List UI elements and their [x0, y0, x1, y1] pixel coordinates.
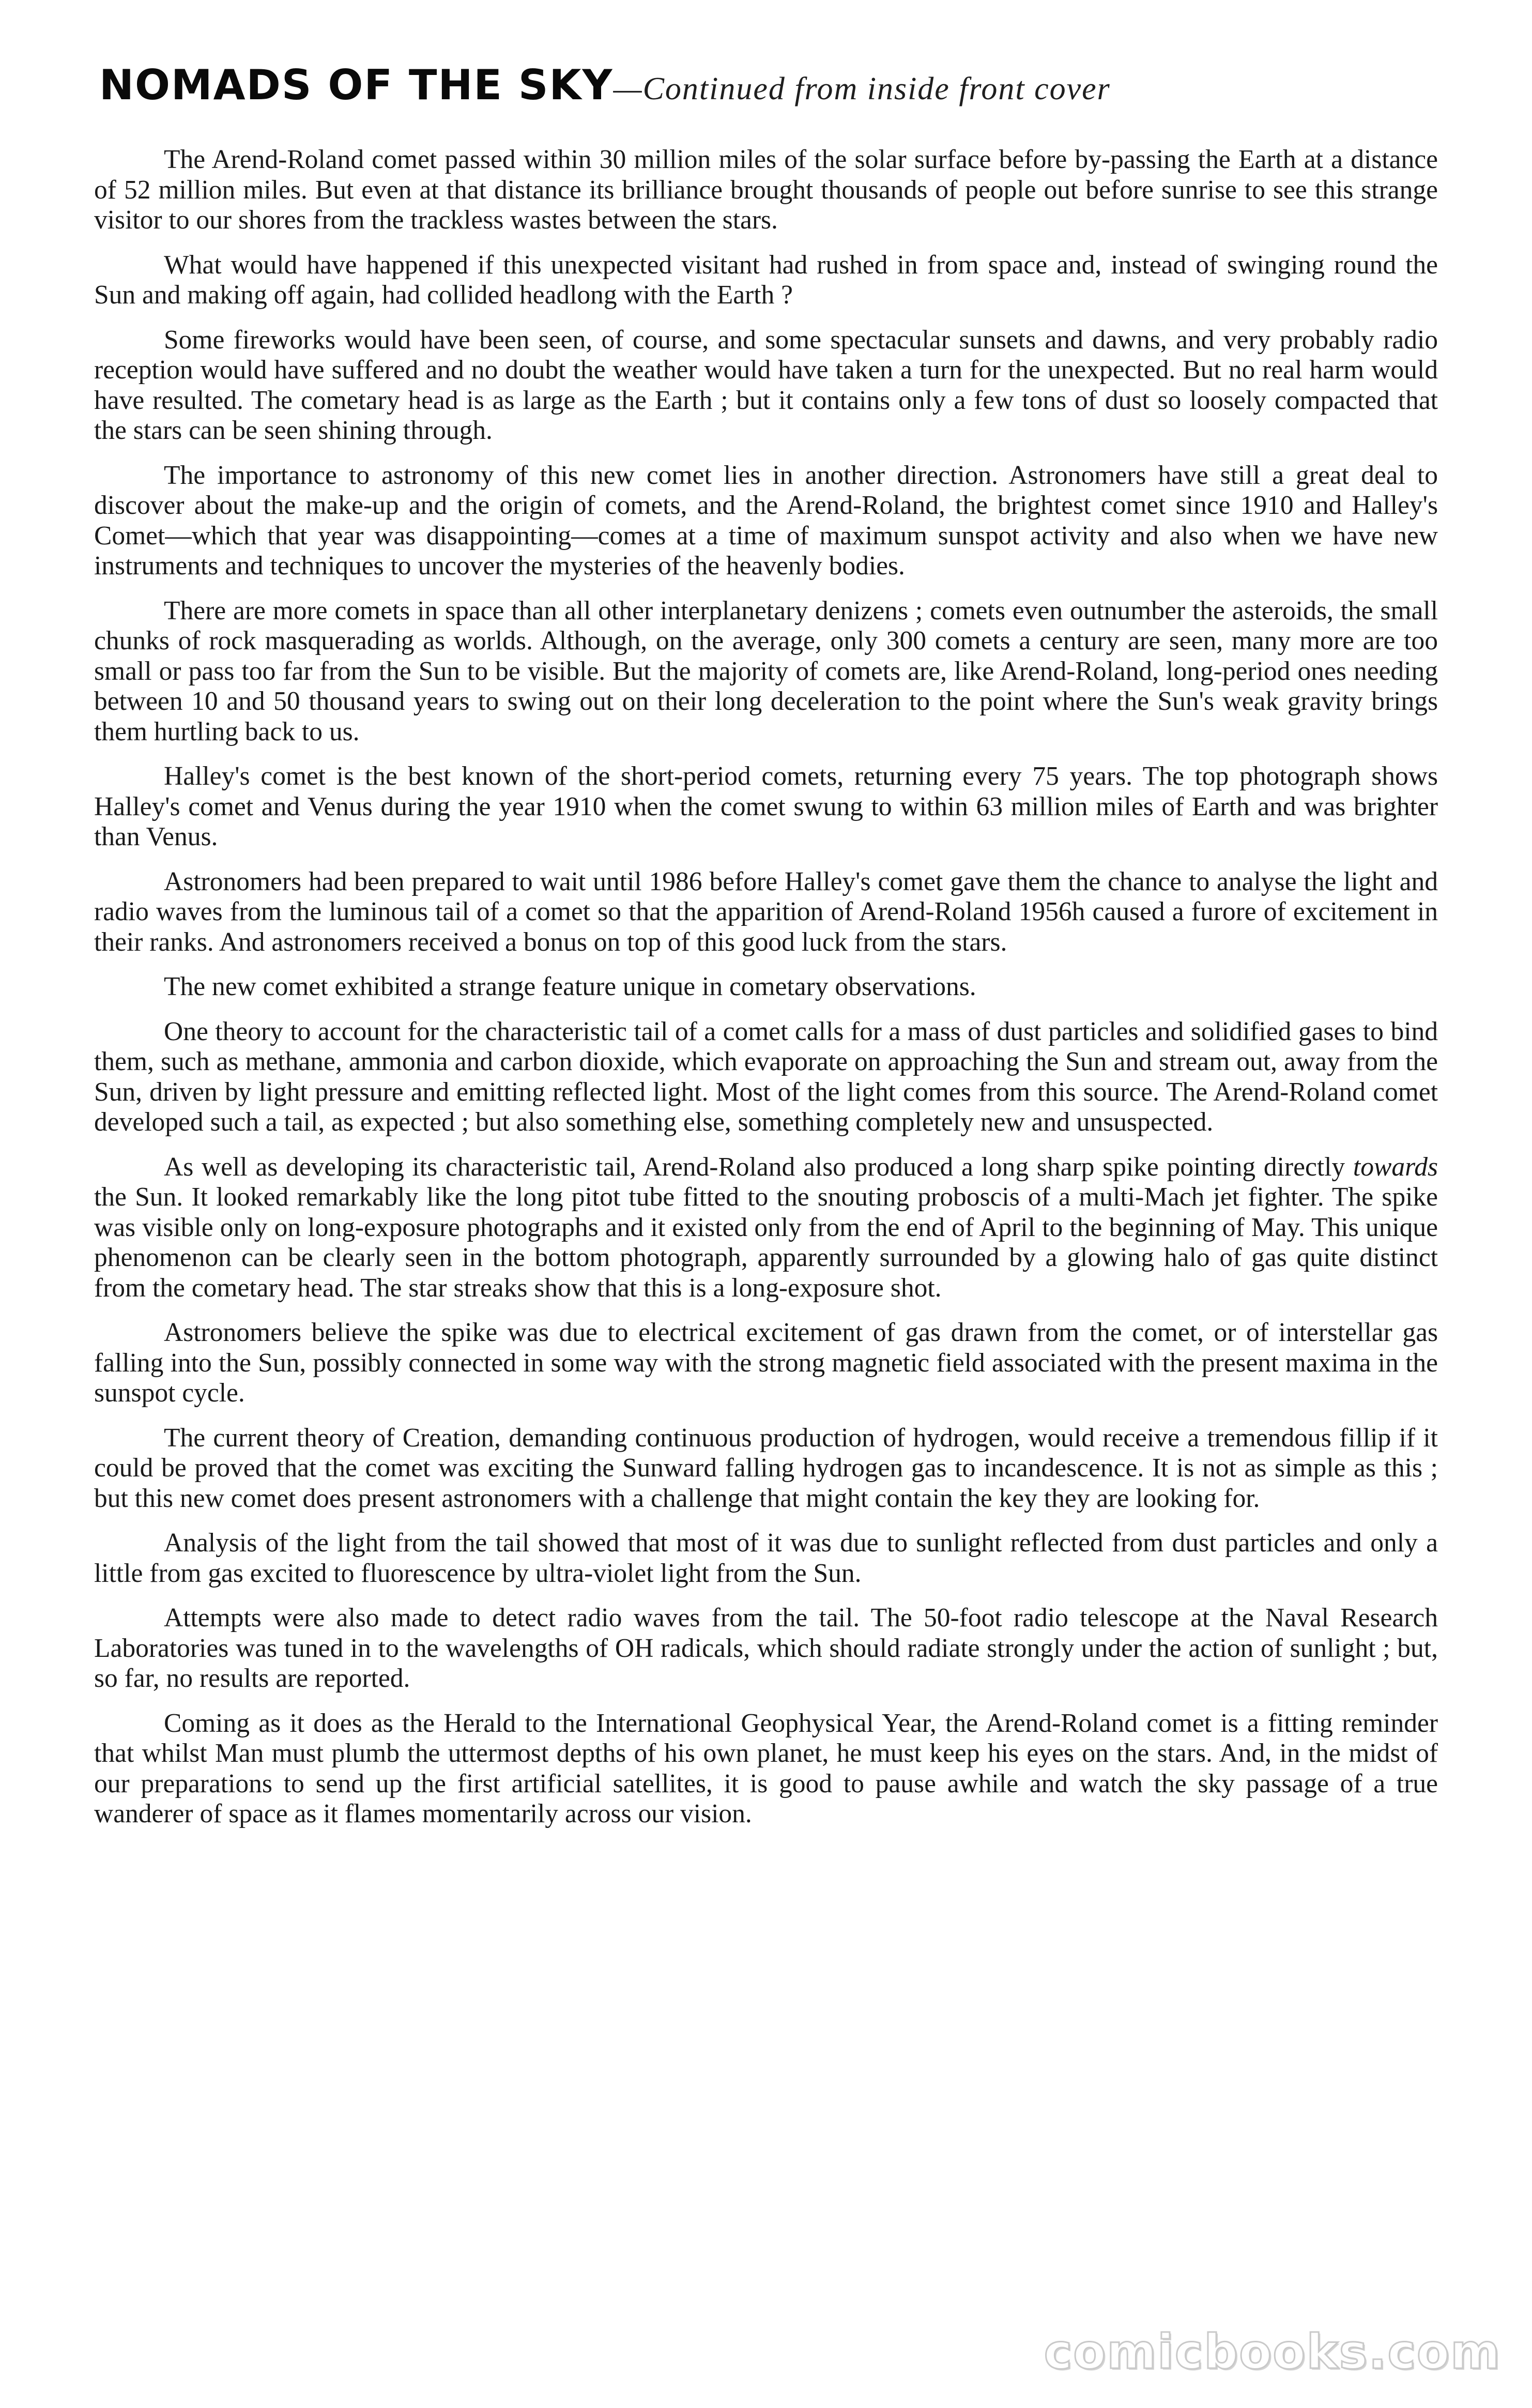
site-watermark: comicbooks.com — [1044, 2324, 1501, 2380]
paragraph-7: Astronomers had been prepared to wait until 1986 before Halley's comet gave them the chance to analyse the light and radio waves from the luminous tail of a comet so that the apparition of Arend-Roland 1956h caused a furore of excitement in their ranks. And astronomers received a bonus on top of this good luck from the stars. — [94, 866, 1438, 957]
paragraph-1: The Arend-Roland comet passed within 30 million miles of the solar surface before by-passing the Earth at a distance of 52 million miles. But even at that distance its brilliance brought thousands of people out before sunrise to see this strange visitor to our shores from the trackless wastes between the stars. — [94, 145, 1438, 235]
paragraph-10 — [94, 1152, 1438, 1304]
paragraph-10-end: the Sun. It looked remarkably like the long pitot tube fitted to the snouting proboscis of a multi-Mach jet fighter. The spike was visible only on long-exposure photographs and it existed only from the end of April to the beginning of May. This unique phenomenon can be clearly seen in the bottom photograph, apparently surrounded by a glowing halo of gas quite distinct from the cometary head. The star streaks show that this is a long-exposure shot. — [94, 1182, 1438, 1303]
paragraph-10-emphasis: towards — [1353, 1152, 1438, 1182]
paragraph-5: There are more comets in space than all other interplanetary denizens ; comets even outnumber the asteroids, the small chunks of rock masquerading as worlds. Although, on the average, only 300 comets a century are seen, many more are too small or pass too far from the Sun to be visible. But the majority of comets are, like Arend-Roland, long-period ones needing between 10 and 50 thousand years to swing out on their long deceleration to the point where the Sun's weak gravity brings them hurtling back to us. — [94, 596, 1438, 746]
paragraph-14: Attempts were also made to detect radio waves from the tail. The 50-foot radio telescope at the Naval Research Laboratories was tuned in to the wavelengths of OH radicals, which should radiate strongly under the action of sunlight ; but, so far, no results are reported. — [94, 1603, 1438, 1693]
paragraph-2: What would have happened if this unexpected visitant had rushed in from space and, instead of swinging round the Sun and making off again, had collided headlong with the Earth ? — [94, 250, 1438, 310]
continuation-note: —Continued from inside front cover — [613, 71, 1111, 106]
paragraph-4: The importance to astronomy of this new comet lies in another direction. Astronomers have still a great deal to discover about the make-up and the origin of comets, and the Arend-Roland, the brightest comet since 1910 and Halley's Comet—which that year was disappointing—comes at a time of maximum sunspot activity and also when we have new instruments and techniques to uncover the mysteries of the heavenly bodies. — [94, 460, 1438, 581]
paragraph-9: One theory to account for the characteristic tail of a comet calls for a mass of dust particles and solidified gases to bind them, such as methane, ammonia and carbon dioxide, which evaporate on approaching the Sun and stream out, away from the Sun, driven by light pressure and emitting reflected light. Most of the light comes from this source. The Arend-Roland comet developed such a tail, as expected ; but also something else, something completely new and unsuspected. — [94, 1016, 1438, 1137]
article-title: NOMADS OF THE SKY — [99, 61, 614, 109]
paragraph-6: Halley's comet is the best known of the short-period comets, returning every 75 years. The top photograph shows Halley's comet and Venus during the year 1910 when the comet swung to within 63 million miles of Earth and was brighter than Venus. — [94, 761, 1438, 851]
paragraph-13: Analysis of the light from the tail showed that most of it was due to sunlight reflected from dust particles and only a little from gas excited to fluorescence by ultra-violet light from the Sun. — [94, 1528, 1438, 1588]
paragraph-3: Some fireworks would have been seen, of course, and some spectacular sunsets and dawns, and very probably radio reception would have suffered and no doubt the weather would have taken a turn for the unexpected. But no real harm would have resulted. The cometary head is as large as the Earth ; but it contains only a few tons of dust so loosely compacted that the stars can be seen shining through. — [94, 325, 1438, 445]
paragraph-15: Coming as it does as the Herald to the International Geophysical Year, the Arend-Roland comet is a fitting reminder that whilst Man must plumb the uttermost depths of his own planet, he must keep his eyes on the stars. And, in the midst of our preparations to send up the first artificial satellites, it is good to pause awhile and watch the sky passage of a true wanderer of space as it flames momentarily across our vision. — [94, 1708, 1438, 1828]
article-header — [99, 61, 1443, 109]
paragraph-12: The current theory of Creation, demanding continuous production of hydrogen, would receive a tremendous fillip if it could be proved that the comet was exciting the Sunward falling hydrogen gas to incandescence. It is not as simple as this ; but this new comet does present astronomers with a challenge that might contain the key they are looking for. — [94, 1423, 1438, 1513]
article-body — [94, 145, 1438, 1844]
paragraph-10-start: As well as developing its characteristic tail, Arend-Roland also produced a long sharp spike pointing directly — [164, 1152, 1353, 1182]
paragraph-11: Astronomers believe the spike was due to electrical excitement of gas drawn from the comet, or of interstellar gas falling into the Sun, possibly connected in some way with the strong magnetic field associated with the present maxima in the sunspot cycle. — [94, 1318, 1438, 1408]
paragraph-8: The new comet exhibited a strange feature unique in cometary observations. — [164, 972, 976, 1001]
